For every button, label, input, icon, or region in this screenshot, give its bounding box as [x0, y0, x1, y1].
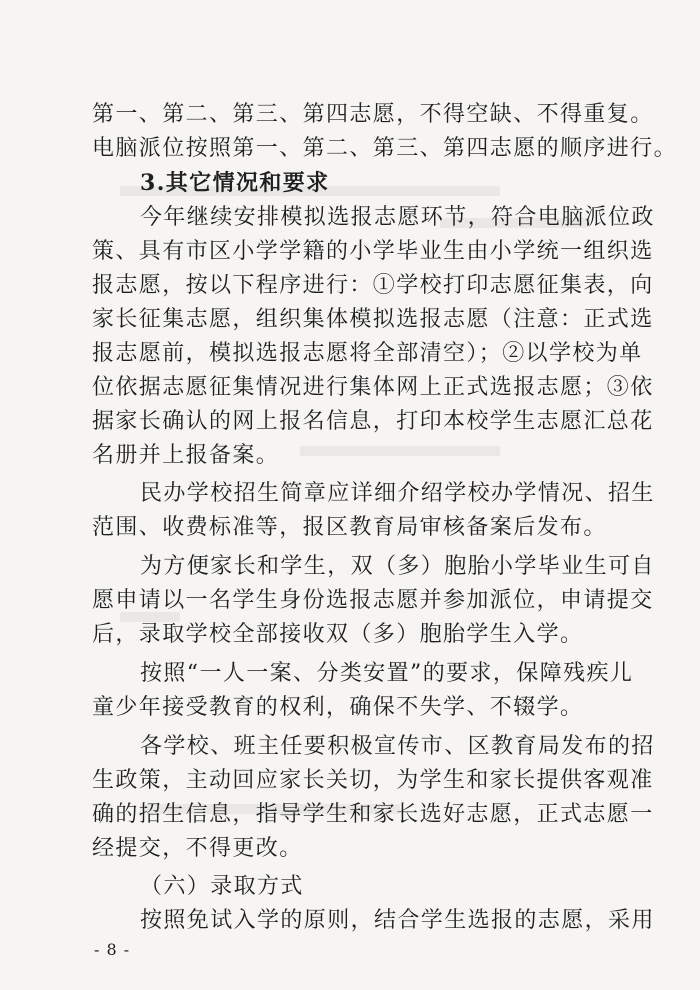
- body-text-line: 各学校、班主任要积极宣传市、区教育局发布的招: [140, 734, 655, 759]
- body-text-line: 愿申请以一名学生身份选报志愿并参加派位，申请提交: [92, 588, 654, 613]
- body-text-line: 第一、第二、第三、第四志愿，不得空缺、不得重复。: [92, 102, 654, 127]
- body-text-line: 按照免试入学的原则，结合学生选报的志愿，采用: [140, 908, 655, 933]
- body-text-line: 范围、收费标准等，报区教育局审核备案后发布。: [92, 515, 607, 540]
- subsection-heading: （六）录取方式: [140, 874, 304, 899]
- body-text-line: 后，录取学校全部接收双（多）胞胎学生入学。: [92, 622, 584, 647]
- body-text-line: 家长征集志愿，组织集体模拟选报志愿（注意：正式选: [92, 307, 654, 332]
- body-text-line: 名册并上报备案。: [92, 443, 280, 468]
- body-text-line: 报志愿前，模拟选报志愿将全部清空）；②以学校为单: [92, 341, 643, 366]
- body-text-line: 童少年接受教育的权利，确保不失学、不辍学。: [92, 695, 584, 720]
- body-text-line: 据家长确认的网上报名信息，打印本校学生志愿汇总花: [92, 409, 654, 434]
- body-text-line: 确的招生信息，指导学生和家长选好志愿，正式志愿一: [92, 802, 654, 827]
- body-text-line: 按照“一人一案、分类安置”的要求，保障残疾儿: [140, 661, 634, 686]
- body-text-line: 报志愿，按以下程序进行：①学校打印志愿征集表，向: [92, 273, 654, 298]
- page-number: - 8 -: [94, 940, 131, 959]
- section-heading: 3.其它情况和要求: [140, 170, 330, 196]
- body-text-line: 策、具有市区小学学籍的小学毕业生由小学统一组织选: [92, 239, 654, 264]
- body-text-line: 民办学校招生简章应详细介绍学校办学情况、招生: [140, 481, 655, 506]
- body-text-line: 为方便家长和学生，双（多）胞胎小学毕业生可自: [140, 554, 655, 579]
- body-text-line: 经提交，不得更改。: [92, 836, 303, 861]
- body-text-line: 生政策，主动回应家长关切，为学生和家长提供客观准: [92, 768, 654, 793]
- body-text-line: 电脑派位按照第一、第二、第三、第四志愿的顺序进行。: [92, 136, 678, 161]
- body-text-line: 位依据志愿征集情况进行集体网上正式选报志愿；③依: [92, 375, 654, 400]
- body-text-line: 今年继续安排模拟选报志愿环节，符合电脑派位政: [140, 205, 655, 230]
